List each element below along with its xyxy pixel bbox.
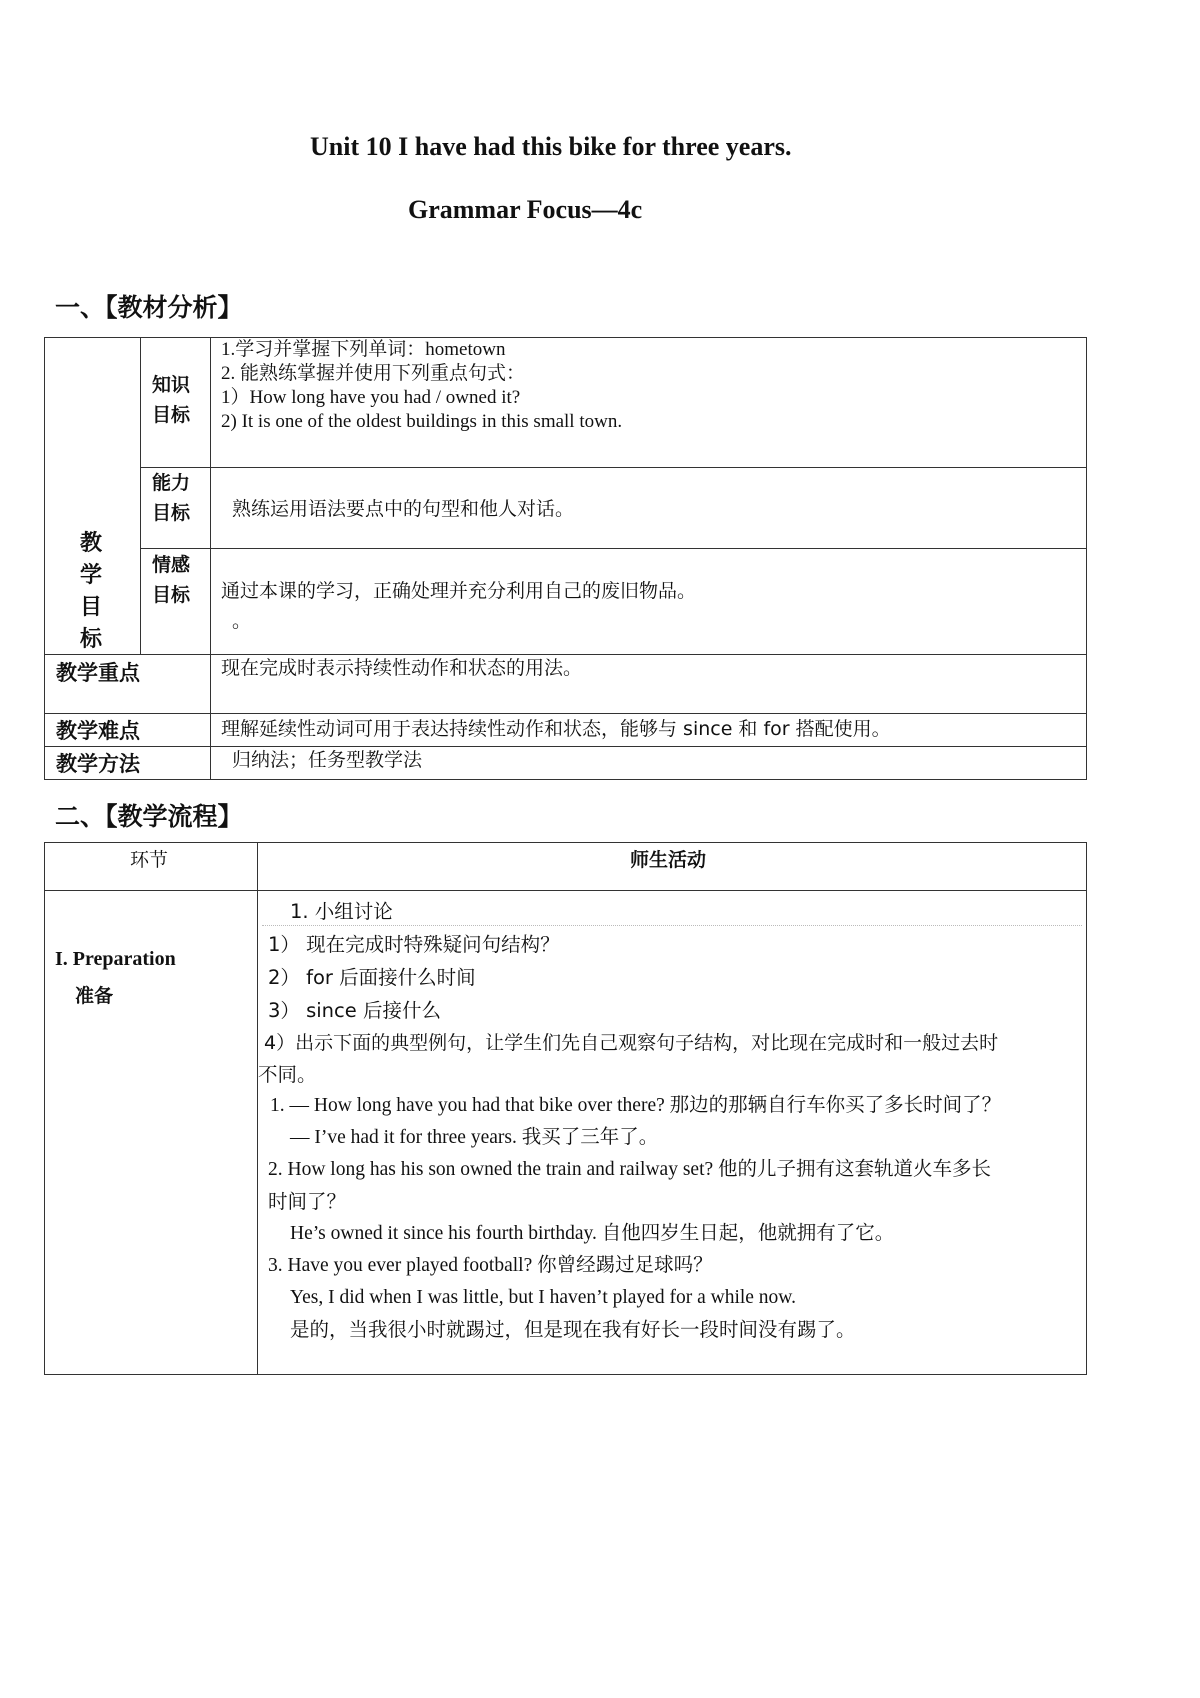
emotion-goal-content: 通过本课的学习，正确处理并充分利用自己的废旧物品。 [221,580,697,602]
key-point-content: 现在完成时表示持续性动作和状态的用法。 [221,657,583,679]
stage-column-header: 环节 [130,849,169,871]
method-content: 归纳法；任务型教学法 [232,749,423,771]
activity-line: 2. How long has his son owned the train and railway set? 他的儿子拥有这套轨道火车多长 [268,1159,992,1180]
activity-line: 3） since 后接什么 [268,999,441,1022]
method-label: 教学方法 [56,752,140,776]
activity-line: 4）出示下面的典型例句，让学生们先自己观察句子结构，对比现在完成时和一般过去时 [264,1032,999,1054]
section2-heading: 二、【教学流程】 [55,802,243,831]
activity-line: 1. 小组讨论 [290,900,393,923]
activity-line: 不同。 [258,1063,317,1086]
activity-line: — I’ve had it for three years. 我买了三年了。 [290,1127,659,1148]
activity-line: 时间了？ [268,1190,347,1213]
section1-heading: 一、【教材分析】 [55,293,243,322]
activity-line: Yes, I did when I was little, but I haven’t played for a while now. [290,1287,797,1308]
stage-preparation-label: I. Preparation 准备 [55,948,176,1007]
activity-column-header: 师生活动 [630,849,707,871]
knowledge-goal-label: 知识 目标 [152,374,191,426]
activity-line: He’s owned it since his fourth birthday. 自他四岁生日起，他就拥有了它。 [290,1223,895,1244]
difficulty-label: 教学难点 [56,719,140,743]
ability-goal-label: 能力 目标 [152,472,191,524]
key-point-label: 教学重点 [56,661,140,685]
emotion-goal-label: 情感 目标 [152,554,191,606]
emotion-goal-extra: 。 [232,610,252,632]
activity-line: 1. — How long have you had that bike over there? 那边的那辆自行车你买了多长时间了？ [270,1095,1002,1116]
document-title: Unit 10 I have had this bike for three years. [310,132,792,161]
difficulty-content: 理解延续性动词可用于表达持续性动作和状态，能够与 since 和 for 搭配使用。 [221,718,891,740]
activity-line: 2） for 后面接什么时间 [268,966,476,989]
activity-line: 是的，当我很小时就踢过，但是现在我有好长一段时间没有踢了。 [290,1318,856,1341]
teaching-goals-label: 教 学 目 标 [80,531,103,652]
activity-line: 1） 现在完成时特殊疑问句结构？ [268,933,560,956]
ability-goal-content: 熟练运用语法要点中的句型和他人对话。 [232,498,575,520]
activity-line: 3. Have you ever played football? 你曾经踢过足球吗？ [268,1255,713,1276]
document-subtitle: Grammar Focus—4c [408,195,643,224]
knowledge-goal-content: 1.学习并掌握下列单词：hometown 2. 能熟练掌握并使用下列重点句式： 1）How long have you had / owned it? 2) It is one of the oldest buildings in this small town. [221,339,623,432]
